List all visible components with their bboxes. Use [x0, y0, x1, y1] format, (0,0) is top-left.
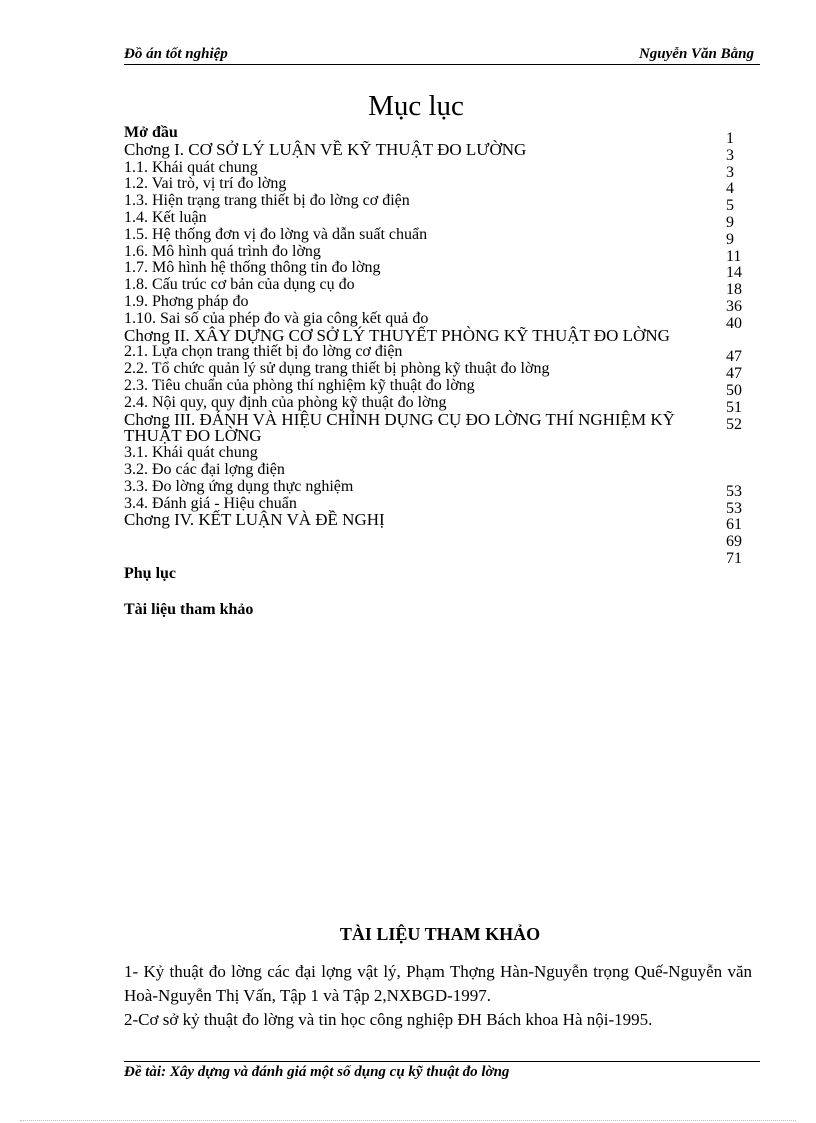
toc-page-number [726, 450, 766, 467]
toc-page-number: 3 [726, 163, 734, 181]
footer-divider [124, 1061, 760, 1062]
toc-page-number: 9 [726, 230, 734, 248]
toc-entry: 3.4. Đánh giá - Hiệu chuẩn [124, 494, 297, 512]
toc-chapter: Chơng II. XÂY DỰNG CƠ SỞ LÝ THUYẾT PHÒNG KỸ THUẬT ĐO LỜNG [124, 325, 670, 345]
toc-entry: 2.2. Tổ chức quản lý sử dụng trang thiết bị phòng kỹ thuật đo lờng [124, 360, 550, 378]
toc-page-number: 51 [726, 398, 742, 416]
toc-chapter: Chơng I. CƠ SỞ LÝ LUẬN VỀ KỸ THUẬT ĐO LƯỜNG [124, 139, 527, 159]
toc-page-number [726, 333, 766, 350]
toc-page-number: 61 [726, 516, 742, 534]
toc-page-number: 4 [726, 180, 734, 198]
toc-entry: 2.4. Nội quy, quy định của phòng kỹ thuật đo lờng [124, 393, 447, 411]
toc-entry: 3.1. Khái quát chung [124, 444, 258, 462]
toc-page-number: 11 [726, 247, 742, 265]
toc-entry: 1.5. Hệ thống đơn vị đo lờng và dẫn suất chuẩn [124, 225, 428, 243]
toc-chapter: Chơng IV. KẾT LUẬN VÀ ĐỀ NGHỊ [124, 510, 385, 530]
toc-entry: 3.3. Đo lờng ứng dụng thực nghiệm [124, 477, 354, 495]
header-left: Đồ án tốt nghiệp [124, 46, 228, 62]
reference-item: 1- Kỷ thuật đo lờng các đại lợng vật lý, Phạm Thợng Hàn-Nguyễn trọng Quế-Nguyễn văn Hoà-Nguyễn Thị Vấn, Tập 1 và Tập 2,NXBGD-1997. [124, 962, 752, 1005]
toc-page-number: 53 [726, 482, 742, 500]
toc-entry: 1.6. Mô hình quá trình đo lờng [124, 242, 321, 260]
toc-page-number: 1 [726, 130, 734, 147]
page-title: Mục lục [368, 90, 464, 122]
header-right: Nguyễn Văn Bằng [638, 46, 754, 62]
toc-entry: 1.3. Hiện trạng trang thiết bị đo lờng cơ điện [124, 192, 410, 210]
toc-page-number [726, 467, 766, 484]
toc-chapter: Chơng III. ĐÁNH VÀ HIỆU CHỈNH DỤNG CỤ ĐO LỜNG THÍ NGHIỆM KỸ THUẬT ĐO LỜNG [124, 409, 675, 446]
page-edge [20, 1120, 796, 1121]
toc-entry: 1.7. Mô hình hệ thống thông tin đo lờng [124, 259, 381, 277]
toc-page-number: 14 [726, 264, 742, 282]
toc-page-number: 53 [726, 499, 742, 517]
toc-entry: 3.2. Đo các đại lợng điện [124, 460, 285, 478]
toc-page-number: 47 [726, 365, 742, 383]
toc-page-number: 52 [726, 415, 742, 433]
toc-entry: 1.2. Vai trò, vị trí đo lờng [124, 175, 287, 193]
toc-entry: 1.4. Kết luận [124, 208, 207, 226]
toc-entry: 1.9. Phơng pháp đo [124, 292, 249, 310]
toc-page-number: 36 [726, 297, 742, 315]
toc-page-number: 40 [726, 314, 742, 332]
page-footer: Đề tài: Xây dựng và đánh giá một số dụng cụ kỹ thuật đo lờng [124, 1064, 510, 1080]
toc-page-number: 69 [726, 533, 742, 551]
toc-page-number: 50 [726, 381, 742, 399]
toc-page-number [726, 433, 766, 450]
toc-entry: 2.1. Lựa chọn trang thiết bị đo lờng cơ điện [124, 343, 403, 361]
references-heading: Tài liệu tham khảo [124, 601, 254, 618]
references-list [124, 960, 752, 1032]
reference-item: 2-Cơ sở kỷ thuật đo lờng và tin học công nghiệp ĐH Bách khoa Hà nội-1995. [124, 1010, 653, 1029]
toc-page-number: 47 [726, 348, 742, 366]
toc-page-numbers [726, 131, 766, 568]
toc-entry: 1.1. Khái quát chung [124, 158, 258, 176]
toc-entry: 1.8. Cấu trúc cơ bản của dụng cụ đo [124, 276, 355, 294]
toc-page-number: 18 [726, 281, 742, 299]
toc-page-number: 5 [726, 197, 734, 215]
appendix-heading: Phụ lục [124, 565, 177, 582]
table-of-contents [124, 125, 764, 530]
page-header [124, 44, 760, 65]
toc-entry: 2.3. Tiêu chuẩn của phòng thí nghiệm kỹ thuật đo lờng [124, 376, 475, 394]
toc-entry: Mở đầu [124, 124, 178, 141]
toc-page-number: 71 [726, 549, 742, 567]
toc-page-number: 3 [726, 146, 734, 164]
toc-page-number: 9 [726, 213, 734, 231]
references-title: TÀI LIỆU THAM KHẢO [339, 924, 541, 944]
toc-entry: 1.10. Sai số của phép đo và gia công kết quả đo [124, 309, 429, 327]
